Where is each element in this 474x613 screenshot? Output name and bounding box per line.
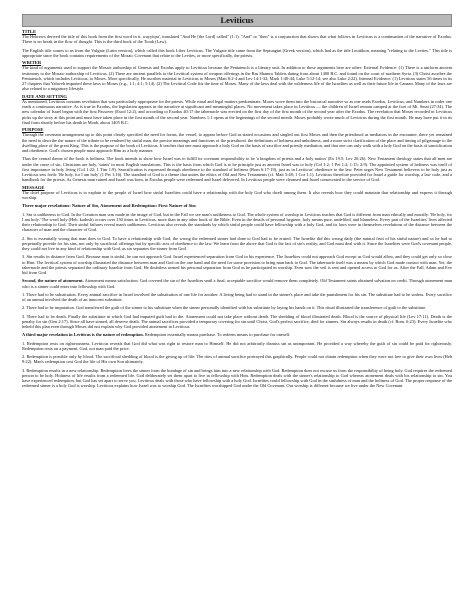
sections-container: [22, 29, 452, 200]
redemption-block: [22, 332, 452, 337]
section-heading: WRITER: [22, 60, 42, 66]
section-heading: TITLE: [22, 29, 37, 34]
sin-point: 3. Sin results in distance from God. Because man is sinful, he can not approach God. Israel experienced separation from God in his experience. The Israelites could not approach God except as God would allow, and they could get only so close to Him. The levitical system of worship illustrated the distance between man and God on the one hand and the need for some provision to bring man back to God. The tabernacle itself was a means by which God made contact with man. Yet, the tabernacle and the priests separated the ordinary Israelite from God. He doubtless sensed his personal separation from God as he participated in worship. Even now the veil is rent and opened access to God for us. After the Fall, Adam and Eve hid from God.: [22, 254, 452, 276]
redemption-intro: Redemption essentially means purchase. To redeem means to purchase for oneself.: [144, 332, 291, 338]
atonement-point: 3. There had to be death. Finally the substitute in which God had imputed guilt had to die. Atonement could not take place without death. The shedding of blood illustrated death. Blood is the source of physical life (Lev 17:11). Death is the penalty for sin (Gen 2:17). Since all have sinned, all deserve death. The animal sacrifices provided a temporary covering for sin until Christ, God's perfect sacrifice, died for sinners. Sin always results in death (cf. Rom. 6:23). Every Israelite who beheld this plan even through Moses did not explain why God provided atonement in Leviticus.: [22, 313, 452, 330]
redemption-point: 2. Redemption is possible only by blood. The sacrificial shedding of blood is the giving up of life: The rites of animal sacrifice portrayed this graphically. People could not obtain redemption when they were not free to give their own lives (Heb 9:22). Man's redemption cost God the life of His own Son ultimately.: [22, 354, 452, 365]
sin-point: 2. Sin is essentially wrong that man does to God. To have a relationship with God, the wrong the redeemed sinner had done to God had to be erased. The Israelite did this wrong daily (the natural fruit of his sinful nature) and so he had to perpetually provide for his sins, not only by sacrificial offerings but by specific acts of obedience to the law. We learn from the above that God is the fact of sin's reality, and God must deal with it. Since the Israelites were God's covenant people, they could not live in any kind of relationship with God, as sin separates the sinner from God.: [22, 235, 452, 252]
atonement-block: [22, 278, 452, 289]
atonement-point: 1. There had to be substitution. Every animal sacrifice in Israel involved the substitution of one life for another. A living being had to stand in the sinner's place and take the punishment for his sin. The substitute had to be sinless. Every sacrifice of an animal involved the death of an innocent substitute.: [22, 291, 452, 303]
atonement-points-list: [22, 292, 452, 330]
redemption-point: 3. Redemption results in a new relationship. Redemption frees the sinner from the bondage of sin and brings him into a new relationship with God. Redemption does not excuse us from the responsibility of being holy. God requires the redeemed person to be holy. Holiness of life results from a redeemed life. God deliberately set them apart to live in fellowship with Him. Redemption deals with the sinner's relationship to God whereas atonement deals with his relationship to sin. You have experienced redemption, but God has set apart to serve you. Leviticus deals with those who have fellowship with a holy God. Israelites could fellowship with God in the sinfulness of man and the holiness of God. The proper response of the redeemed sinner is a holy God is worship. Leviticus explains how Israel was to worship God. The Israelites worshipped God under the Old Covenant. Our worship is different because we live under the New Covenant.: [22, 367, 452, 389]
redemption-heading: A third major revelation in Leviticus is the nature of redemption.: [22, 332, 144, 338]
section: [22, 127, 452, 182]
section: [22, 185, 452, 201]
section-heading: DATE AND SETTING: [22, 93, 67, 99]
section-paragraph: The Hebrews derived the title of this book from the first word in it, wayyiqra', translated "And He [the Lord] called" (1:1). "And" or "then" is a conjunction that shows that what follows in Leviticus is a continuation of the narrative of Exodus. There is no break in the flow of thought. This is the third book of the Torah (Law).: [22, 34, 452, 45]
section-paragraph: The kind of arguments used to support the Mosaic authorship of Genesis and Exodus apply to Leviticus because the Pentateuch is a literary unit. In addition to these arguments here are other: External Evidence: (1) There is a uniform ancient testimony to the Mosaic authorship of Leviticus. (2) There are ancient parallels to the Levitical system of weapon offerings in the Ras Shamra Tablets dating from about 1400 B.C. and found on the coast of northern Syria. (3) Christ ascribes the Pentateuch, which includes Leviticus, to Moses. More specifically, He ascribes material in Leviticus to Moses (Matt 8:2-4 and Lev 14:1-32; Mark 1:40-44; Luke 5:12-14; see also Luke 2:22). Internal Evidence: (1) Leviticus states 56 times in its 27 chapters that Yahweh imparted these laws to Moses (e.g., 1:1; 4:1; 5:14). (2) The Levitical Code fits the time of Moses. Many of the laws deal with the wilderness life of the Israelites as well as their future life in Canaan. Many of the laws are also related to a migratory lifestyle.: [22, 65, 452, 92]
atonement-heading: Second, the nature of atonement.: [22, 278, 84, 284]
redemption-point: 1. Redemption rests on righteousness. Leviticus reveals that God did what was right to restore man to Himself. He did not arbitrarily dismiss sin as unimportant. He provided a way whereby the guilt of sin could be paid for righteously. Redemption rests on a payment. God, not man paid the price.: [22, 340, 452, 351]
sin-points-list: [22, 212, 452, 276]
revelations-heading: Three major revelations: Nature of Sin, Atonement and Redemption: First Nature of Sin:: [22, 203, 197, 209]
document-title: Leviticus: [22, 14, 452, 27]
section-paragraph: The chief purpose of Leviticus is to explain to the people of Israel how sinful Israelites could have a relationship with the holy God who dwelt among them. It also reveals how they could maintain that relationship and express it through worship.: [22, 189, 452, 201]
section-heading: PURPOSE: [22, 127, 44, 133]
section-paragraph: Through the covenant arrangement up to this point clearly specified the need for forms, the vessel, to appear before God as stated occasions and singled out first Moses and then the priesthood as mediators in the encounter, there yet remained the need to describe the nature of the tribute to be rendered by sinful man, the precise meanings and functions of the priesthood, the definitions of holiness and unholiness, and a more strict clarification of the place and timing of pilgrimage to the dwelling place of the great King. This is the purpose of the book of Leviticus. It teaches that one must approach a holy God on the basis of sacrifice and priestly mediation, and that one can only walk with a holy God on the basis of sanctification and obedience. God's chosen people must approach Him as a holy manner.: [22, 132, 452, 154]
sin-point: 1. Sin is unlikeness to God. In the Creation man was made in the image of God, but in the Fall we see man's unlikeness to God. The whole system of worship in Leviticus teaches that God is different from man ethically and morally: 'Be holy, for I am holy.' The word holy (Heb. kadosh) occurs over 150 times in Leviticus, more than in any other book of the Bible. Even in the details of personal hygiene, holy means pure, undefiled, and blameless. Every part of the Israelites' lives affected their relationship to God. Their sinful failures reveal man's unlikeness. Leviticus also reveals the standards by which sinful people could have fellowship with a holy God, and its laws were in themselves revelations of the distance between the character of man and the character of God.: [22, 211, 452, 233]
section-paragraph: Thus the central theme of the book is holiness. The book intends to show how Israel was to fulfill its covenant responsibility to be 'a kingdom of priests and a holy nation' (Ex 19:5; Lev 20:26). New Testament theology states that all men are under the curse of sin, Christians are holy, 'saints' in most English translations. This is the basis from which God is to be principle just as ancient Israel was to holy (Col 1:2; 1 Pet 1:2; 1:15; 2:9). The appointed system of holiness was itself of first importance in holy living (Col 1:22; 1 Tim 1:9). Sanctification is expressed through obedience to the standard of holiness (Rom 6:17-19), just as in Leviticus' obedience to the law. Peter urges New Testament believers to be holy just as Leviticus sets forth: 'Be holy, for I am holy' (1 Pet 1:16). The standard of God is a theme that unites the ethics of Old and New Testaments (cf. Matt 5:48; 1 Cor 1:1). Leviticus therefore provided for Israel a guide for worship, a law code, and a handbook for the priests. As Genesis man ruined and Israel was born, in Exodus people were redeemed and Israel delivered. In Leviticus people were cleansed and Israel consecrated to the service of God.: [22, 156, 452, 183]
document-page: [22, 14, 452, 599]
section: [22, 94, 452, 125]
section-paragraph: As mentioned, Leviticus contains revelation that was particularly appropriate for the priests. While ritual and legal matters predominate, Moses wove them into the historical narrative so as one reads Exodus, Leviticus, and Numbers in order one reads a continuous narrative. As is true in Exodus, the legislation appears in the narrative at significant and meaningful places. No movement takes place in Leviticus — the children of Israel remain camped at the foot of Mt. Sinai (27:34). The new calendar of Israel began with the first Passover (Exod 12:2), and according to Exodus 40:17 the tabernacle was erected on the first day of the first month of the second year after the Exodus. The revelation that Moses recorded in Leviticus picks up the story at this point and must have taken place in the first month of the second year. Numbers 1:1 opens at the beginnings of the second month. Moses probably wrote much of Leviticus during the first month. He may have put it in its final form shortly before his death in Moab, about 1405 B.C.: [22, 98, 452, 125]
redemption-points-list: [22, 341, 452, 389]
atonement-intro: Atonement means satisfaction. God covered the sin of the Israelites until a final, acceptable sacrifice would remove them completely. Old Testament saints obtained salvation on credit. Through atonement man who is a sinner could enter into fellowship with God.: [22, 278, 452, 289]
section-heading: MESSAGE: [22, 184, 45, 190]
section-paragraph: The English title comes to us from the Vulgate (Latin version), which called this book Liber Leviticus. The Vulgate title came from the Septuagint (Greek version), which had as the title Leuitikon, meaning "relating to the Levites." This title is appropriate since the book contains requirements of the Mosaic Covenant that relate to the Levites, or more specifically, the priests.: [22, 47, 452, 58]
atonement-point: 2. There had to be imputation. God transferred the guilt of the sinner to his substitute when the sinner personally identified with his substitute by laying his hands on it. This ritual illustrated the transference of guilt to the substitute.: [22, 305, 427, 311]
section: [22, 60, 452, 91]
section: [22, 29, 452, 58]
